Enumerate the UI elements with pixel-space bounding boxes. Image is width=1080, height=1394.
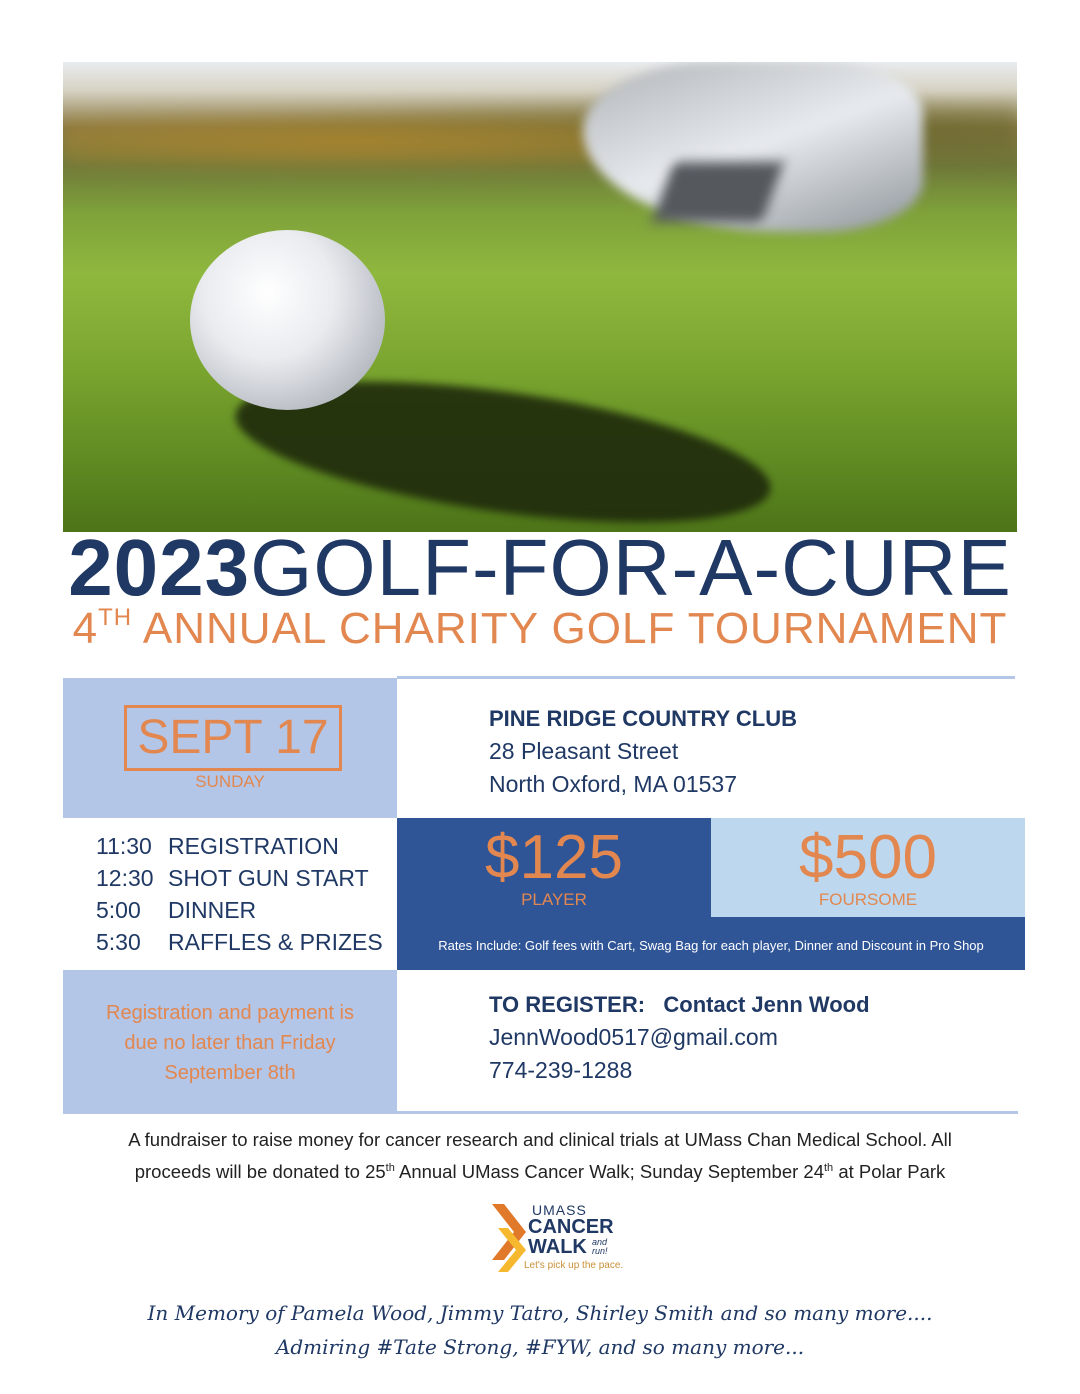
memorial-line2: Admiring #Tate Strong, #FYW, and so many more... (275, 1335, 805, 1359)
ordinal-suffix: th (824, 1162, 834, 1174)
player-label: PLAYER (521, 890, 587, 909)
register-info (489, 988, 870, 1087)
rates-note: Rates Include: Golf fees with Cart, Swag Bag for each player, Dinner and Discount in Pro Shop (438, 938, 984, 953)
venue-name: PINE RIDGE COUNTRY CLUB (489, 706, 798, 731)
venue-street: 28 Pleasant Street (489, 738, 679, 764)
divider-bottom (63, 1111, 1018, 1114)
ordinal-suffix: th (385, 1162, 395, 1174)
schedule-time: 12:30 (96, 865, 154, 891)
register-heading: TO REGISTER: (489, 992, 646, 1017)
golf-ball (190, 230, 385, 410)
logo-tagline: Let's pick up the pace. (524, 1260, 624, 1271)
fundraiser-text (0, 1126, 1080, 1186)
date-day: SUNDAY (195, 772, 265, 791)
divider-top (397, 676, 1015, 679)
foursome-price: $500 (799, 823, 937, 892)
fundraiser-line2a: proceeds will be donated to 25 (134, 1161, 386, 1183)
logo-walk: WALK (528, 1236, 587, 1258)
register-email[interactable]: JennWood0517@gmail.com (489, 1024, 778, 1050)
title-year: 2023 (68, 523, 251, 612)
shoe-stripe (652, 162, 784, 222)
edition-suffix: TH (98, 604, 133, 631)
fundraiser-line1: A fundraiser to raise money for cancer research and clinical trials at UMass Chan Medical School. All (128, 1129, 952, 1150)
venue-city: North Oxford, MA 01537 (489, 771, 738, 797)
foursome-label: FOURSOME (818, 890, 918, 909)
player-price-block (397, 823, 711, 910)
edition-number: 4 (72, 604, 99, 653)
logo-cancer: CANCER (528, 1216, 614, 1238)
memorial-text (0, 1296, 1080, 1364)
schedule-time: 5:00 (96, 897, 141, 923)
event-title (0, 522, 1080, 614)
schedule-event: SHOT GUN START (168, 865, 369, 891)
logo-umass: UMASS (532, 1202, 587, 1218)
schedule-row (96, 864, 383, 896)
logo-and-run: and run! (592, 1237, 608, 1256)
player-price: $125 (485, 823, 623, 892)
title-text: GOLF-FOR-A-CURE (250, 523, 1012, 612)
schedule (96, 832, 383, 960)
date-box: SEPT 17 (124, 705, 342, 771)
event-subtitle (0, 604, 1080, 654)
umass-cancer-walk-logo (490, 1202, 660, 1277)
memorial-line1: In Memory of Pamela Wood, Jimmy Tatro, Shirley Smith and so many more.... (147, 1301, 933, 1325)
venue (489, 702, 797, 801)
schedule-row (96, 928, 383, 960)
schedule-row (96, 832, 383, 864)
register-contact: Contact Jenn Wood (663, 992, 870, 1017)
schedule-event: REGISTRATION (168, 833, 339, 859)
golf-ball-photo (63, 62, 1017, 532)
subtitle-text: ANNUAL CHARITY GOLF TOURNAMENT (142, 604, 1008, 653)
foursome-price-block (711, 823, 1025, 910)
schedule-time: 5:30 (96, 929, 141, 955)
deadline-text: Registration and payment is due no later than Friday September 8th (106, 1002, 354, 1084)
schedule-time: 11:30 (96, 833, 152, 859)
register-phone[interactable]: 774-239-1288 (489, 1057, 633, 1083)
fundraiser-line2b: Annual UMass Cancer Walk; Sunday September 24 (394, 1161, 824, 1183)
schedule-event: DINNER (168, 897, 257, 923)
schedule-event: RAFFLES & PRIZES (168, 929, 383, 955)
schedule-row (96, 896, 383, 928)
fundraiser-line2c: at Polar Park (833, 1161, 946, 1183)
